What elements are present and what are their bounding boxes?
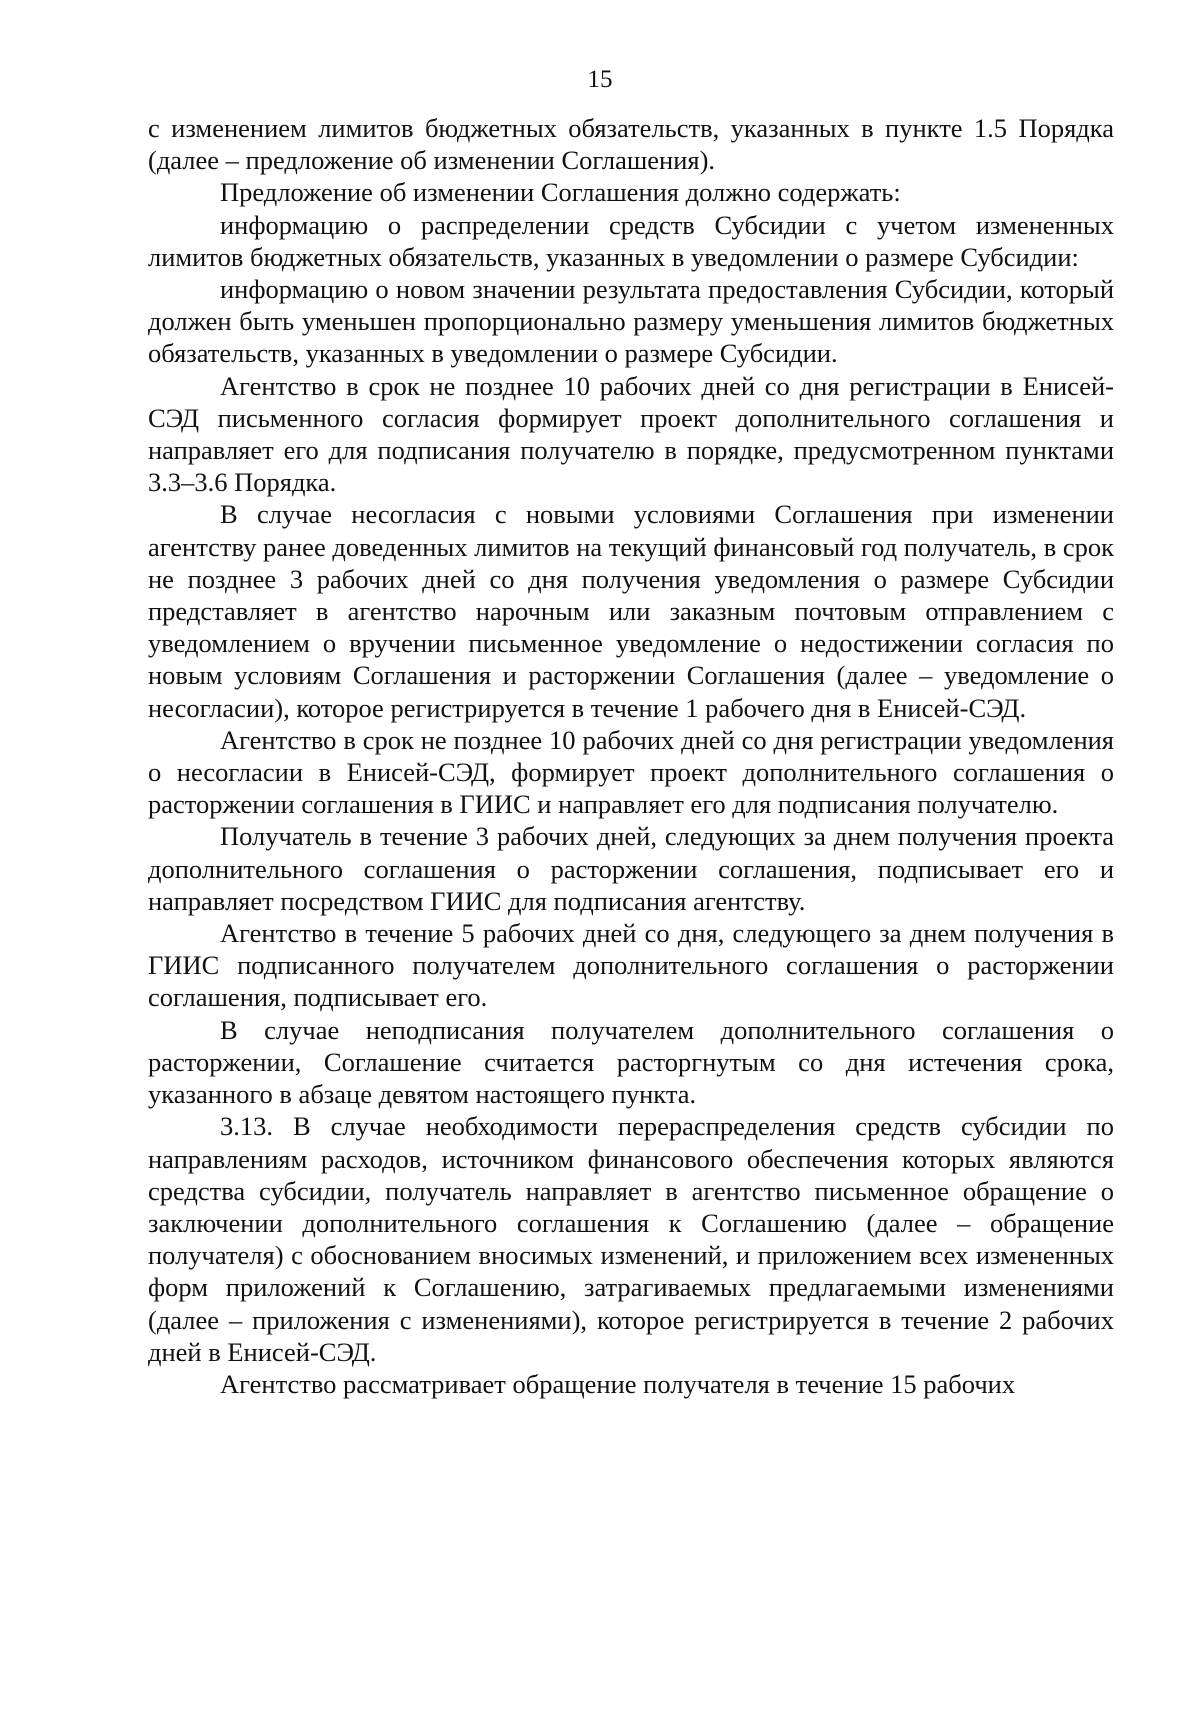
paragraph: Агентство в срок не позднее 10 рабочих дней со дня регистрации в Енисей-СЭД письменного согласия формирует проект дополнительного соглашения и направляет его для подписания получателю в порядке, предусмотренном пунктами 3.3–3.6 Порядка. (148, 370, 1114, 498)
paragraph: Предложение об изменении Соглашения должно содержать: (220, 177, 901, 208)
paragraph: информацию о распределении средств Субсидии с учетом измененных лимитов бюджетных обязательств, указанных в уведомлении о размере Субсидии: (148, 209, 1114, 272)
paragraph: Агентство рассматривает обращение получателя в течение 15 рабочих (220, 1368, 1016, 1399)
paragraph: Получатель в течение 3 рабочих дней, следующих за днем получения проекта дополнительного соглашения о расторжении соглашения, подписывает его и направляет посредством ГИИС для подписания агентству. (148, 821, 1114, 916)
paragraph-section-3-13: 3.13. В случае необходимости перераспределения средств субсидии по направлениям расходов, источником финансового обеспечения которых являются средства субсидии, получатель направляет в агентство письменное обращение о заключении дополнительного соглашения к Соглашению (далее – обращение получателя) с обоснованием вносимых изменений, и приложением всех измененных форм приложений к Соглашению, затрагиваемых предлагаемыми изменениями (далее – приложения с изменениями), которое регистрируется в течение 2 рабочих дней в Енисей-СЭД. (148, 1111, 1114, 1367)
page-number: 15 (587, 66, 613, 93)
paragraph: Агентство в течение 5 рабочих дней со дня, следующего за днем получения в ГИИС подписанного получателем дополнительного соглашения о расторжении соглашения, подписывает его. (148, 918, 1114, 1013)
paragraph: В случае неподписания получателем дополнительного соглашения о расторжении, Соглашение считается расторгнутым со дня истечения срока, указанного в абзаце девятом настоящего пункта. (148, 1014, 1114, 1110)
paragraph: Агентство в срок не позднее 10 рабочих дней со дня регистрации уведомления о несогласии в Енисей-СЭД, формирует проект дополнительного соглашения о расторжении соглашения в ГИИС и направляет его для подписания получателю. (148, 724, 1114, 820)
paragraph: В случае несогласия с новыми условиями Соглашения при изменении агентству ранее доведенных лимитов на текущий финансовый год получатель, в срок не позднее 3 рабочих дней со дня получения уведомления о размере Субсидии представляет в агентство нарочным или заказным почтовым отправлением с уведомлением о вручении письменное уведомление о недостижении согласия по новым условиям Соглашения и расторжении Соглашения (далее – уведомление о несогласии), которое регистрируется в течение 1 рабочего дня в Енисей-СЭД. (148, 499, 1114, 723)
document-body (148, 112, 1114, 1400)
paragraph-continuation: с изменением лимитов бюджетных обязательств, указанных в пункте 1.5 Порядка (далее – предложение об изменении Соглашения). (148, 113, 1114, 176)
paragraph: информацию о новом значении результата предоставления Субсидии, который должен быть уменьшен пропорционально размеру уменьшения лимитов бюджетных обязательств, указанных в уведомлении о размере Субсидии. (148, 274, 1114, 369)
